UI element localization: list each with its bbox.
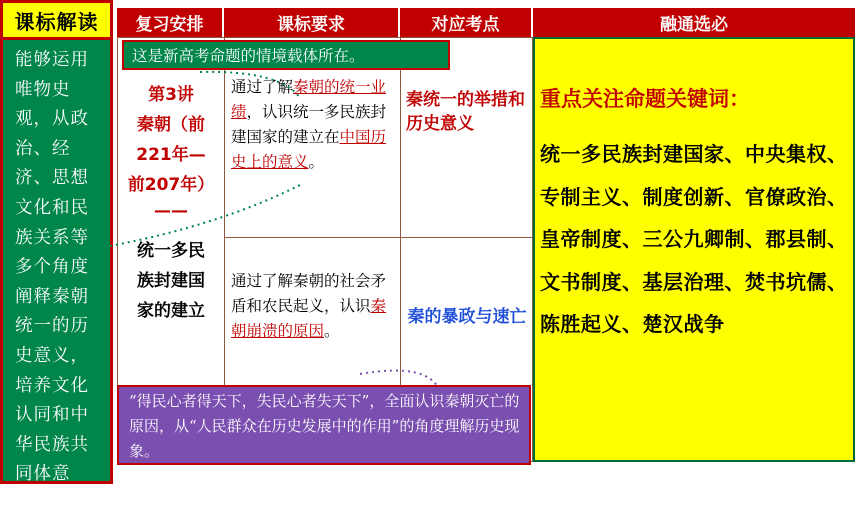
lesson-number: 第3讲	[148, 85, 194, 105]
requirement-1: 通过了解秦朝的统一业绩，认识统一多民族封建国家的建立在中国历史上的意义。	[231, 78, 387, 171]
context-callout: 这是新高考命题的情境载体所在。	[122, 40, 450, 70]
lesson-period: 秦朝（前	[137, 115, 205, 135]
quote-callout: “得民心者得天下，失民心者失天下”，全面认识秦朝灭亡的原因，从“人民群众在历史发展中的作用”的角度理解历史现象。	[117, 385, 531, 465]
lesson-topic: 统一多民	[137, 241, 205, 261]
keywords-list: 统一多民族封建国家、中央集权、专制主义、制度创新、官僚政治、皇帝制度、三公九卿制、郡县制、文书制度、基层治理、焚书坑儒、陈胜起义、楚汉战争	[540, 142, 848, 336]
highlight-collapse-reasons: 秦朝崩溃的原因	[231, 297, 387, 340]
curriculum-interpretation-text: 能够运用唯物史观，从政治、经济、思想文化和民族关系等多个角度阐释秦朝统一的历史意义，培养文化认同和中华民族共同体意识。	[0, 40, 113, 484]
lesson-topic: 族封建国	[137, 271, 205, 291]
header-integration-electives: 融通选必	[533, 8, 855, 37]
keywords-box	[533, 37, 855, 462]
lesson-period: 221年—	[136, 145, 206, 165]
lesson-cell	[118, 80, 224, 326]
highlight-significance: 中国历史上的意义	[231, 128, 387, 171]
exam-point-2: 秦的暴政与速亡	[407, 307, 527, 327]
header-curriculum-requirement: 课标要求	[224, 8, 400, 37]
lesson-topic: 家的建立	[137, 301, 205, 321]
lesson-dash: ——	[154, 201, 188, 221]
lesson-period: 前207年）	[127, 175, 215, 195]
requirement-2: 通过了解秦朝的社会矛盾和农民起义，认识秦朝崩溃的原因。	[231, 272, 387, 340]
table-row-divider	[224, 237, 533, 238]
highlight-unification: 秦朝的统一业绩	[231, 78, 387, 121]
section-title: 课标解读	[0, 0, 113, 40]
keywords-title: 重点关注命题关键词：	[540, 87, 750, 111]
header-review-plan: 复习安排	[117, 8, 224, 37]
exam-point-1: 秦统一的举措和历史意义	[406, 90, 525, 134]
header-exam-points: 对应考点	[400, 8, 533, 37]
